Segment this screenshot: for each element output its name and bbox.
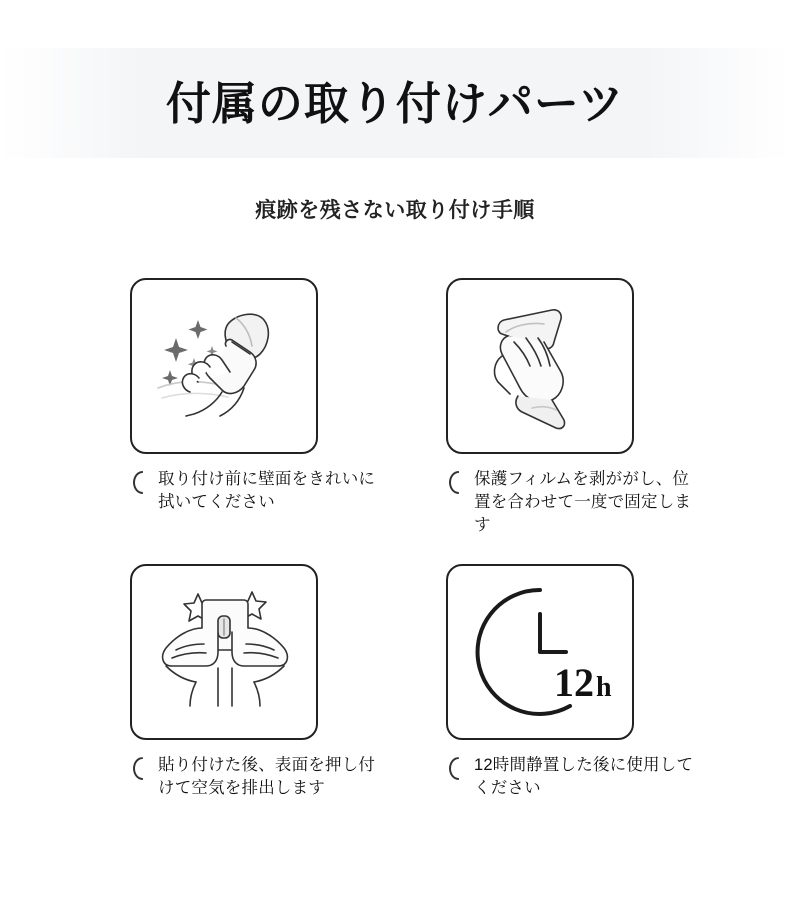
step-thumbnail-wait-12h — [446, 564, 634, 740]
step-caption-row — [130, 754, 380, 800]
title-band — [0, 48, 790, 158]
step-item — [130, 564, 380, 800]
step-item — [446, 564, 696, 800]
two-hands-pressing-icon — [132, 566, 316, 738]
step-caption: 12時間静置した後に使用してください — [474, 756, 694, 798]
clock-unit: h — [596, 672, 612, 704]
steps-grid — [130, 278, 694, 800]
bullet-icon — [446, 756, 468, 778]
step-item — [130, 278, 380, 536]
step-caption: 保護フィルムを剥ががし、位置を合わせて一度で固定します — [474, 470, 692, 534]
step-caption-row — [446, 754, 696, 800]
clock-12h-icon — [448, 566, 632, 738]
step-caption: 貼り付けた後、表面を押し付けて空気を排出します — [158, 756, 376, 798]
bullet-icon — [446, 470, 468, 492]
step-thumbnail-peel-film — [446, 278, 634, 454]
clock-label: 12 — [554, 660, 594, 706]
bullet-icon — [130, 470, 152, 492]
step-thumbnail-wipe-wall — [130, 278, 318, 454]
step-caption: 取り付け前に壁面をきれいに拭いてください — [158, 470, 376, 511]
step-thumbnail-press-air — [130, 564, 318, 740]
bullet-icon — [130, 756, 152, 778]
step-caption-row — [446, 468, 696, 536]
step-caption-row — [130, 468, 380, 514]
step-item — [446, 278, 696, 536]
page-subtitle: 痕跡を残さない取り付け手順 — [255, 199, 535, 222]
hand-wiping-wall-icon — [132, 280, 316, 452]
page-title: 付属の取り付けパーツ — [165, 77, 625, 129]
hand-peeling-film-icon — [448, 280, 632, 452]
